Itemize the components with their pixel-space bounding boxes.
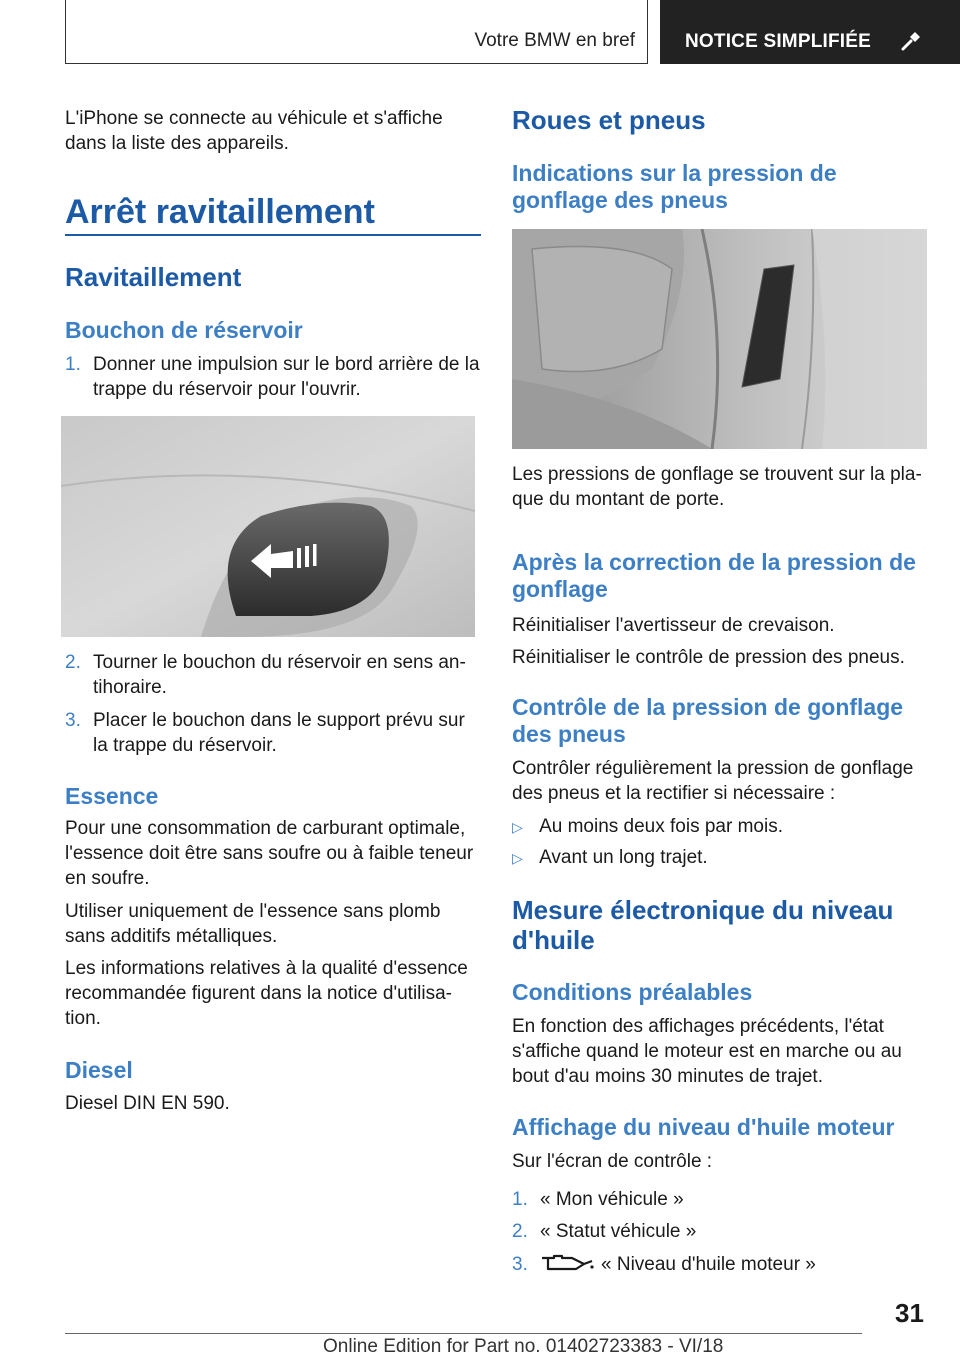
text-line: recommandée figurent dans la notice d'utilisa-	[65, 983, 453, 1004]
list-number: 1.	[65, 354, 81, 375]
text-line: tion.	[65, 1008, 101, 1029]
list-number: 3.	[512, 1254, 528, 1275]
text-line: gonflage des pneus	[512, 187, 728, 213]
list-number: 1.	[512, 1189, 528, 1210]
text-line: dans la liste des appareils.	[65, 133, 289, 154]
page-number: 31	[895, 1298, 924, 1328]
heading-pression-gonflage	[512, 160, 837, 214]
list-item	[65, 650, 485, 700]
heading-diesel: Diesel	[65, 1057, 133, 1083]
heading-ravitaillement: Ravitaillement	[65, 262, 242, 292]
essence-paragraph-3	[65, 956, 468, 1031]
header-section-box	[65, 0, 648, 64]
bullet-text: Avant un long trajet.	[539, 847, 708, 868]
after-paragraph-2: Réinitialiser le contrôle de pression des pneus.	[512, 647, 905, 668]
heading-essence: Essence	[65, 783, 159, 809]
essence-paragraph-2	[65, 899, 440, 949]
text-line: l'essence doit être sans soufre ou à faible teneur	[65, 843, 474, 864]
triangle-bullet-icon: ▷	[512, 819, 523, 835]
list-number: 3.	[65, 710, 81, 731]
text-line: bout d'au moins 30 minutes de trajet.	[512, 1066, 823, 1087]
essence-paragraph-1	[65, 816, 473, 891]
menu-step-text: « Statut véhicule »	[540, 1221, 697, 1242]
diesel-paragraph: Diesel DIN EN 590.	[65, 1093, 230, 1114]
fuel-cap-illustration	[61, 416, 475, 637]
text-line: Donner une impulsion sur le bord arrière de la	[93, 354, 480, 375]
text-line: gonflage	[512, 576, 608, 602]
text-line: En fonction des affichages précédents, l'état	[512, 1016, 884, 1037]
header-chapter-title: NOTICE SIMPLIFIÉE	[685, 31, 872, 52]
list-item	[65, 352, 485, 402]
text-line: Placer le bouchon dans le support prévu sur	[93, 710, 465, 731]
door-pillar-illustration	[512, 229, 927, 449]
text-line: s'affiche quand le moteur est en marche ou au	[512, 1041, 902, 1062]
heading-affichage-huile: Affichage du niveau d'huile moteur	[512, 1114, 895, 1140]
text-line: Pour une consommation de carburant optimale,	[65, 818, 466, 839]
list-item	[65, 708, 485, 758]
heading-controle-pression	[512, 694, 903, 748]
triangle-bullet-icon: ▷	[512, 850, 523, 866]
text-line: Tourner le bouchon du réservoir en sens an-	[93, 652, 466, 673]
bullet-text: Au moins deux fois par mois.	[539, 816, 784, 837]
text-line: des pneus et la rectifier si nécessaire :	[512, 783, 836, 804]
menu-step-text: « Niveau d'huile moteur »	[601, 1254, 816, 1275]
footer-edition: Online Edition for Part no. 01402723383 - VI/18	[323, 1336, 724, 1357]
bullet-item	[512, 814, 783, 840]
heading-apres-correction	[512, 549, 916, 603]
text-line: en soufre.	[65, 868, 150, 889]
text-line: que du montant de porte.	[512, 489, 725, 510]
control-paragraph	[512, 756, 913, 806]
text-line: Utiliser uniquement de l'essence sans plomb	[65, 901, 441, 922]
text-line: Contrôle de la pression de gonflage	[512, 694, 904, 720]
heading-underline	[65, 234, 481, 236]
header-chapter-box	[660, 0, 960, 64]
text-line: d'huile	[512, 925, 595, 955]
display-paragraph: Sur l'écran de contrôle :	[512, 1151, 713, 1172]
menu-step	[512, 1187, 684, 1212]
heading-conditions-prealables: Conditions préalables	[512, 979, 753, 1005]
menu-step	[512, 1252, 816, 1277]
footer-divider	[65, 1333, 862, 1334]
conditions-paragraph	[512, 1014, 902, 1089]
list-number: 2.	[65, 652, 81, 673]
oil-can-icon	[540, 1252, 594, 1274]
list-number: 2.	[512, 1221, 528, 1242]
text-line: la trappe du réservoir.	[93, 735, 277, 756]
text-line: trappe du réservoir pour l'ouvrir.	[93, 379, 361, 400]
heading-roues-pneus: Roues et pneus	[512, 105, 706, 135]
heading-mesure-huile	[512, 895, 893, 955]
after-paragraph-1: Réinitialiser l'avertisseur de crevaison.	[512, 615, 835, 636]
text-line: sans additifs métalliques.	[65, 926, 278, 947]
menu-step-text: « Mon véhicule »	[540, 1189, 684, 1210]
text-line: des pneus	[512, 721, 626, 747]
menu-step	[512, 1219, 697, 1244]
text-line: tihoraire.	[93, 677, 167, 698]
bullet-item	[512, 845, 708, 871]
text-line: L'iPhone se connecte au véhicule et s'affiche	[65, 108, 443, 129]
header-section-title: Votre BMW en bref	[474, 30, 635, 51]
pressure-paragraph	[512, 462, 922, 512]
text-line: Mesure électronique du niveau	[512, 895, 894, 925]
intro-paragraph	[65, 106, 443, 156]
heading-arret-ravitaillement: Arrêt ravitaillement	[65, 193, 375, 231]
text-line: Indications sur la pression de	[512, 160, 837, 186]
wrench-icon	[900, 30, 922, 52]
text-line: Les pressions de gonflage se trouvent sur la pla-	[512, 464, 922, 485]
text-line: Contrôler régulièrement la pression de gonflage	[512, 758, 914, 779]
text-line: Les informations relatives à la qualité d'essence	[65, 958, 468, 979]
text-line: Après la correction de la pression de	[512, 549, 916, 575]
heading-bouchon-reservoir: Bouchon de réservoir	[65, 317, 303, 343]
